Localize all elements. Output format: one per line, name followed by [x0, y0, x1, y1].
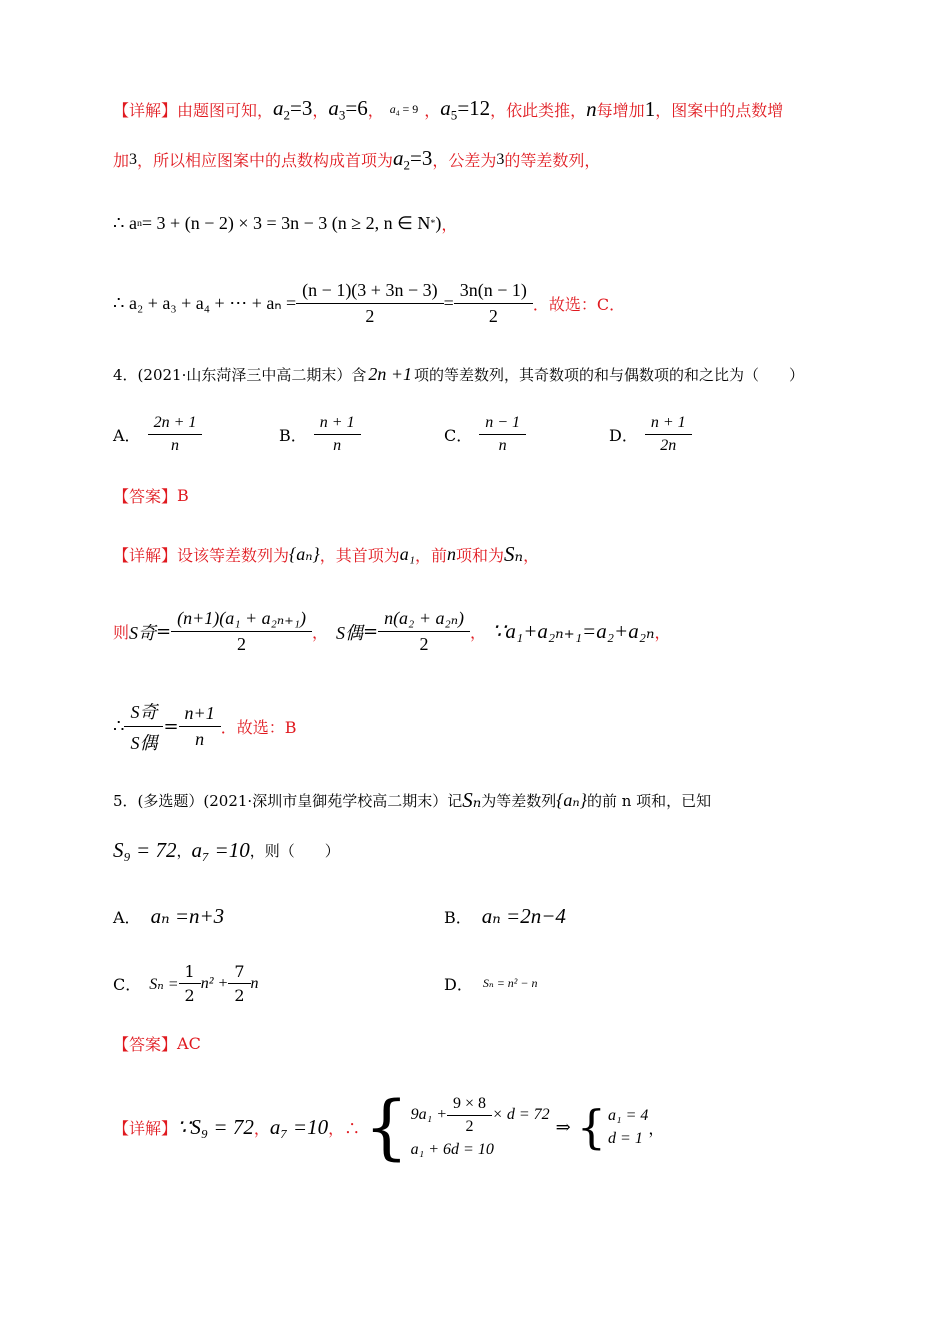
detail-label: 【详解】 — [113, 101, 178, 121]
q5-option-d[interactable]: D． Sₙ = n² − n — [444, 975, 538, 994]
q5-option-c[interactable]: C． Sₙ = $\frac{1}{2}$ n² + $\frac{7}{2}$ n — [113, 962, 259, 1005]
q5-stem-line-2: S₉ = 72 ， a₇ =10 ，则（ ） — [113, 838, 340, 862]
q4-option-d[interactable]: D． $\frac{n + 1}{2n}$ — [609, 414, 692, 455]
q5-options-ab — [113, 904, 813, 932]
math-a5: $a_5=12$ — [440, 96, 491, 123]
q5-answer: 【答案】 AC — [113, 1034, 201, 1054]
p3-detail-line-2: 加 3 ，所以相应图案中的点数构成首项为 $a_2=3$ ，公差为 3 的等差数列， — [113, 146, 601, 173]
math-a3: $a_3=6$ — [328, 96, 368, 123]
solution-system: { a₁ = 4 d = 1 — [576, 1100, 649, 1154]
q4-detail-line-2: 则 S奇 = $\frac{\text{(n+1)(a₁ + a₂ₙ₊₁)}}{2}$ ， S偶 = $\frac{\text{n(a₂ + a₂ₙ)}}{2}$ ， ∵a₁+a₂ₙ₊₁=a₂+a₂ₙ ， — [113, 608, 671, 654]
q5-option-b[interactable]: B． aₙ =2n−4 — [444, 904, 566, 928]
q5-options-cd — [113, 962, 813, 1008]
equation-system: { 9a₁ + $\frac{9 \times 8}{2}$ × d = 72 a₁ + 6d = 10 — [364, 1086, 550, 1168]
q4-detail-line-1: 【详解】 设该等差数列为 {aₙ} ，其首项为 a₁ ，前 n 项和为 Sₙ ， — [113, 542, 540, 566]
q4-stem: 4．(2021·山东菏泽三中高二期末）含 2n +1 项的等差数列，其奇数项的和与偶数项的和之比为（ ） — [113, 364, 805, 384]
fraction: $\frac{(n - 1)(3 + 3n - 3)}{2}$ — [299, 280, 440, 327]
q4-option-b[interactable]: B． $\frac{n + 1}{n}$ — [279, 414, 361, 455]
q4-option-a[interactable]: A． $\frac{2n + 1}{n}$ — [113, 414, 202, 455]
p3-detail-line-1: 【详解】 由题图可知， $a_2=3$ ， $a_3=6$ ， $a_4 = 9$ ， $a_5=12$ ，依此类推， n 每增加 1 ，图案中的点数增 — [113, 96, 784, 123]
q4-answer: 【答案】 B — [113, 486, 189, 506]
fraction: $\frac{3n(n - 1)}{2}$ — [457, 280, 530, 327]
p3-formula-an: ∴ a n = 3 + (n − 2) × 3 = 3n − 3 (n ≥ 2, n ∈ N * ) ， — [113, 213, 458, 234]
q5-option-a[interactable]: A． aₙ =n+3 — [113, 904, 225, 928]
q4-options — [113, 414, 813, 460]
math-a2: $a_2=3$ — [273, 96, 313, 123]
q4-detail-line-3: ∴ $\frac{\text{S奇}}{\text{S偶}}$ = $\frac{n+1}{n}$ ．故选：B — [113, 702, 297, 753]
q5-detail: 【详解】 ∵S₉ = 72 ， a₇ =10 ，∴ { 9a₁ + $\frac{9 \times 8}{2}$ × d = 72 a₁ + 6d = 10 ⇒ { a₁ = 4 d = 1 ， — [113, 1086, 665, 1168]
q4-option-c[interactable]: C． $\frac{n - 1}{n}$ — [444, 414, 526, 455]
math-a4: $a_4 = 9$ — [389, 101, 419, 118]
p3-sum-formula: ∴ a₂ + a₃ + a₄ + ⋯ + aₙ = $\frac{(n - 1)(3 + 3n - 3)}{2}$ = $\frac{3n(n - 1)}{2}$ ．故选：C． — [113, 280, 626, 326]
q5-stem-line-1: 5．(多选题）(2021·深圳市皇御苑学校高二期末）记 Sₙ 为等差数列 {aₙ} 的前 n 项和，已知 — [113, 788, 712, 812]
